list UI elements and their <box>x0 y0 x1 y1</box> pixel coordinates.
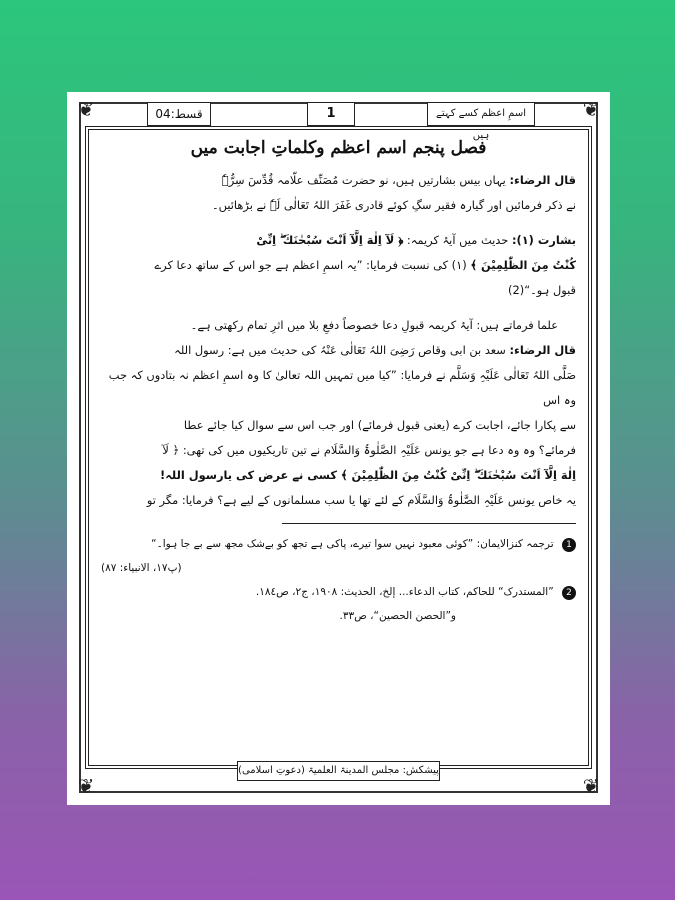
para1-text1: یہاں بیس بشارتیں ہیں، نو حضرت مُصَنِّف علّامہ قُدِّسَ سِرُّہٗ <box>221 173 506 187</box>
para2-text1: حدیث میں آیۂ کریمہ: <box>406 233 509 247</box>
paragraph-2b <box>101 253 576 278</box>
footnote-2-ref: و”الحصن الحصین“، ص۳۳. <box>339 610 456 622</box>
page-title: فصل پنجم اسم اعظم وکلماتِ اجابت میں <box>190 138 487 158</box>
paragraph-2 <box>101 228 576 253</box>
paragraph-4 <box>101 338 576 363</box>
para2-quran2: كُنْتُ مِنَ الظّٰلِمِيْنَ ﴾ <box>470 258 576 272</box>
footnote-2-text: ”المستدرک“ للحاکم، کتاب الدعاء... إلخ، الحدیث: ۱۹۰۸، ج۲، ص۱۸٤. <box>255 586 554 598</box>
ornament-bottom-right-icon: ❦ <box>582 774 600 798</box>
publisher-footer: پیشکش: مجلس المدینۃ العلمیۃ (دعوتِ اسلامی) <box>237 761 440 781</box>
footnote-1 <box>101 532 576 556</box>
paragraph-1 <box>101 168 576 193</box>
footnote-1-text: ترجمہ کنزالایمان: ”کوئی معبود نہیں سوا تیرے، پاکی ہے تجھ کو بےشک مجھ سے بے جا ہوا۔“ <box>151 538 554 550</box>
chapter-label: اسمِ اعظم کسے کہتے ہیں <box>427 102 535 126</box>
footnote-1-ref: (پ۱۷، الانبیاء: ۸۷) <box>101 562 182 574</box>
para4-line-5: یہ خاص یونس عَلَیْہِ الصَّلٰوۃُ وَالسَّلَام کے لئے تھا یا سب مسلمانوں کے لیے ہے؟ فرمایا: مگر تو <box>146 493 576 507</box>
para2-text2: (۱) کی نسبت فرمایا: ”یہ اسمِ اعظم ہے جو اس کے ساتھ دعا کرے <box>154 258 467 272</box>
para2-label: بشارت (۱): <box>511 233 576 247</box>
footnote-divider <box>282 523 577 524</box>
paragraph-3: علما فرماتے ہیں: آیۂ کریمہ قبولِ دعا خصوصاً دفعِ بلا میں اثرِ تمام رکھتی ہے۔ <box>190 318 558 332</box>
page-content <box>101 138 576 628</box>
para4-label: قال الرضاء: <box>509 343 576 357</box>
para4-line-3: فرمائے؟ وہ وہ دعا ہے جو یونس عَلَیْہِ الصَّلٰوۃُ وَالسَّلَام نے تین تاریکیوں میں کی تھی: ﴿ لَآ <box>162 443 576 457</box>
para4-line-0: سعد بن ابی وقاص رَضِیَ اللہُ تَعَالٰی عَنْہُ کی حدیث میں ہے: رسول اللہ <box>174 343 506 357</box>
para2-quran1: ﴿ لَآ اِلٰهَ اِلَّآ اَنْتَ سُبْحٰنَكَ ۖ اِنِّىْ <box>256 233 404 247</box>
para1-label: قال الرضاء: <box>509 173 576 187</box>
ornament-top-right-icon: ❦ <box>582 97 600 121</box>
book-page <box>67 92 610 805</box>
footnote-2-number: 2 <box>562 586 576 600</box>
para2-text3: قبول ہو۔“(2) <box>508 283 576 297</box>
page-number: 1 <box>307 102 355 126</box>
episode-label: قسط:04 <box>147 102 211 126</box>
footnote-1-number: 1 <box>562 538 576 552</box>
ornament-bottom-left-icon: ❦ <box>77 774 95 798</box>
footnote-2 <box>101 580 576 604</box>
ornament-top-left-icon: ❦ <box>77 97 95 121</box>
para4-line-1: صَلَّی اللہُ تَعَالٰی عَلَیْہِ وَسَلَّم نے فرمایا: ”کیا میں تمہیں اللہ تعالیٰ کا وہ اسمِ اعظم نہ بتادوں کہ جب وہ اس <box>108 368 576 407</box>
para4-line-2: سے پکارا جائے، اجابت کرے (یعنی قبول فرمائے) اور جب اس سے سوال کیا جائے عطا <box>183 418 576 432</box>
para4-line-4: اِلٰهَ اِلَّآ اَنْتَ سُبْحٰنَكَ ۖ اِنِّىْ كُنْتُ مِنَ الظّٰلِمِيْنَ ﴾ کسی نے عرض کی یارسول اللہ! <box>160 468 576 482</box>
para1-text2: نے ذکر فرمائیں اور گیارہ فقیر سگِ کوئے قادری غَفَرَ اللہُ تَعَالٰی لَہٗ نے بڑھائیں۔ <box>211 198 576 212</box>
